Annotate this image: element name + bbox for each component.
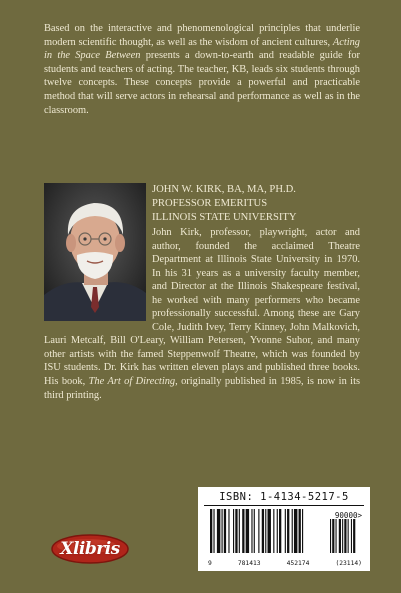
barcode-digits-left: 781413 [237, 560, 261, 567]
barcode-supplement-bar [339, 519, 341, 553]
isbn-label: ISBN: 1-4134-5217-5 [204, 491, 364, 506]
bio-text-end: , originally published in 1985, is now in its third printing. [44, 376, 360, 401]
publisher-logo [50, 533, 130, 565]
barcode-bar [268, 509, 271, 553]
bio-text-start: John Kirk, professor, playwright, actor and author, founded the acclaimed Theatre Department at Illinois State University in 1970. In his 31 years as a university faculty member, and Director at the Illinois Shakespeare festival, he worked with many performers who became professionally successful. Among these are Gary Cole, Judith Ivey, Terry Kinney, John Malkovich, Lauri Metcalf, Bill O'Leary, William Petersen, Yvonne Suhor, and many other artists with the famed Steppenwolf Theatre, which was founded by ISU students. Dr. Kirk has written eleven plays and published three books. His book, [44, 227, 360, 388]
barcode-supplement-bar [351, 519, 352, 553]
barcode-digits-right: 452174 [286, 560, 310, 567]
barcode-bar [292, 509, 293, 553]
barcode-bar [287, 509, 289, 553]
price-code: 90000> [334, 511, 362, 520]
author-institution: ILLINOIS STATE UNIVERSITY [152, 211, 297, 223]
barcode-bar [254, 509, 255, 553]
author-bio [44, 226, 360, 402]
barcode-supplement-bar [353, 519, 355, 553]
barcode-supplement-bar [344, 519, 346, 553]
isbn-barcode [198, 487, 370, 571]
barcode-bar [251, 509, 252, 553]
barcode-bar [258, 509, 259, 553]
barcode-supplement-bar [332, 519, 334, 553]
barcode-bars-area [204, 509, 364, 565]
barcode-bar [210, 509, 212, 553]
barcode-bar [235, 509, 237, 553]
barcode-bar [217, 509, 220, 553]
barcode-digits-supplement: (23114) [335, 560, 362, 567]
barcode-supplement-bar [348, 519, 349, 553]
barcode-bar [299, 509, 301, 553]
barcode-bar [302, 509, 303, 553]
barcode-bar [228, 509, 229, 553]
barcode-bar [222, 509, 223, 553]
barcode-bar [213, 509, 214, 553]
back-cover-blurb [44, 22, 360, 117]
barcode-bar [265, 509, 266, 553]
barcode-bar [239, 509, 240, 553]
publisher-logo-text: Xlibris [60, 539, 120, 559]
barcode-supplement-bar [330, 519, 331, 553]
barcode-bar [233, 509, 234, 553]
author-title: PROFESSOR EMERITUS [152, 197, 268, 209]
barcode-bar [246, 509, 249, 553]
barcode-supplement-bar [342, 519, 343, 553]
barcode-bar [277, 509, 278, 553]
blurb-text-start: Based on the interactive and phenomenological principles that underlie modern scientific thought, as well as the wisdom of ancient cultures, [44, 23, 360, 48]
barcode-digits [208, 560, 362, 567]
author-credentials [152, 183, 362, 224]
barcode-digit-prefix: 9 [208, 560, 212, 567]
author-name: JOHN W. KIRK, BA, MA, PH.D. [152, 184, 296, 195]
blurb-text-end: presents a down-to-earth and readable guide for students and teachers of acting. The teacher, KB, leads six students through twelve concepts. These concepts provide a powerful and practicable method that will serve actors in rehearsal and performance as well as in the classroom. [44, 50, 361, 116]
bio-book-title: The Art of Directing [88, 376, 176, 388]
barcode-supplement-bar [336, 519, 337, 553]
barcode-bar [279, 509, 281, 553]
barcode-bar [285, 509, 286, 553]
barcode-bar [294, 509, 297, 553]
barcode-bar [262, 509, 264, 553]
barcode-bar [242, 509, 244, 553]
barcode-bar [273, 509, 274, 553]
blurb-book-title: Acting in the Space Between [44, 36, 360, 62]
barcode-bar [224, 509, 226, 553]
photo-wrap-spacer [44, 226, 152, 322]
